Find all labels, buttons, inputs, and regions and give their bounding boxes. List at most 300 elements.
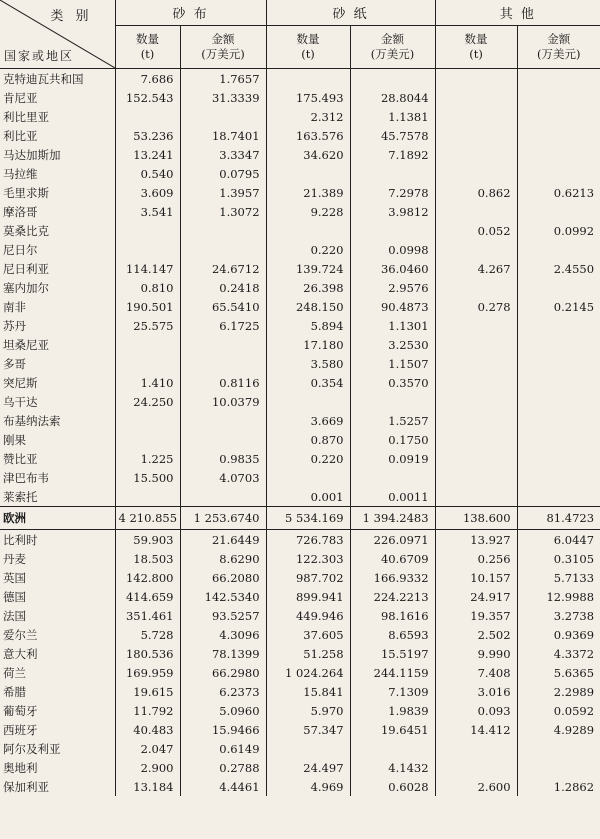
qty-cell: 0.052 bbox=[435, 221, 517, 240]
qty-label: 数量 bbox=[296, 32, 320, 46]
amount-cell bbox=[350, 739, 435, 758]
qty-cell: 138.600 bbox=[435, 507, 517, 530]
qty-cell: 53.236 bbox=[115, 126, 180, 145]
amount-cell: 5.0960 bbox=[180, 701, 266, 720]
col-header-amount bbox=[517, 26, 600, 69]
country-name: 法国 bbox=[3, 608, 26, 623]
amount-cell bbox=[517, 69, 600, 89]
country-name: 马拉维 bbox=[3, 166, 38, 181]
qty-cell: 5.894 bbox=[266, 316, 350, 335]
qty-cell bbox=[266, 69, 350, 89]
country-name: 毛里求斯 bbox=[3, 185, 49, 200]
table-row bbox=[0, 606, 600, 625]
qty-cell: 59.903 bbox=[115, 530, 180, 550]
qty-cell: 5 534.169 bbox=[266, 507, 350, 530]
country-name: 莫桑比克 bbox=[3, 223, 49, 238]
qty-cell: 0.862 bbox=[435, 183, 517, 202]
amount-cell: 0.0795 bbox=[180, 164, 266, 183]
country-name: 爱尔兰 bbox=[3, 627, 38, 642]
amount-cell bbox=[350, 69, 435, 89]
qty-cell bbox=[435, 126, 517, 145]
qty-cell: 5.970 bbox=[266, 701, 350, 720]
qty-cell: 10.157 bbox=[435, 568, 517, 587]
country-name: 塞内加尔 bbox=[3, 280, 49, 295]
amount-cell: 1.9839 bbox=[350, 701, 435, 720]
amount-cell: 0.1750 bbox=[350, 430, 435, 449]
qty-cell: 13.241 bbox=[115, 145, 180, 164]
table-row bbox=[0, 297, 600, 316]
amount-cell: 7.1309 bbox=[350, 682, 435, 701]
qty-cell: 0.810 bbox=[115, 278, 180, 297]
amount-cell: 4.4461 bbox=[180, 777, 266, 796]
table-row bbox=[0, 335, 600, 354]
qty-cell: 0.001 bbox=[266, 487, 350, 507]
table-row bbox=[0, 373, 600, 392]
qty-cell: 449.946 bbox=[266, 606, 350, 625]
qty-cell: 0.256 bbox=[435, 549, 517, 568]
country-name: 南非 bbox=[3, 299, 26, 314]
qty-cell: 1 024.264 bbox=[266, 663, 350, 682]
qty-cell bbox=[115, 240, 180, 259]
qty-cell: 987.702 bbox=[266, 568, 350, 587]
col-header-qty bbox=[115, 26, 180, 69]
amount-cell: 0.9835 bbox=[180, 449, 266, 468]
qty-cell: 57.347 bbox=[266, 720, 350, 739]
qty-cell bbox=[115, 107, 180, 126]
qty-cell: 9.990 bbox=[435, 644, 517, 663]
qty-cell: 7.408 bbox=[435, 663, 517, 682]
country-name: 摩洛哥 bbox=[3, 204, 38, 219]
amount-cell: 31.3339 bbox=[180, 88, 266, 107]
qty-cell: 7.686 bbox=[115, 69, 180, 89]
qty-cell: 51.258 bbox=[266, 644, 350, 663]
amount-cell bbox=[350, 164, 435, 183]
qty-cell: 40.483 bbox=[115, 720, 180, 739]
amount-cell: 21.6449 bbox=[180, 530, 266, 550]
amount-cell: 81.4723 bbox=[517, 507, 600, 530]
table-row bbox=[0, 625, 600, 644]
amount-cell: 24.6712 bbox=[180, 259, 266, 278]
amount-cell bbox=[517, 373, 600, 392]
amount-cell: 66.2080 bbox=[180, 568, 266, 587]
table-row bbox=[0, 411, 600, 430]
qty-cell: 169.959 bbox=[115, 663, 180, 682]
qty-cell bbox=[435, 164, 517, 183]
table-row bbox=[0, 530, 600, 550]
qty-cell: 122.303 bbox=[266, 549, 350, 568]
amount-cell: 4.1432 bbox=[350, 758, 435, 777]
qty-cell: 175.493 bbox=[266, 88, 350, 107]
amount-cell: 224.2213 bbox=[350, 587, 435, 606]
country-name: 比利时 bbox=[3, 532, 38, 547]
qty-cell: 0.093 bbox=[435, 701, 517, 720]
amount-cell: 3.3347 bbox=[180, 145, 266, 164]
amount-cell: 8.6593 bbox=[350, 625, 435, 644]
qty-cell bbox=[435, 69, 517, 89]
qty-cell: 34.620 bbox=[266, 145, 350, 164]
qty-cell: 2.502 bbox=[435, 625, 517, 644]
country-name: 苏丹 bbox=[3, 318, 26, 333]
col-header-qty bbox=[435, 26, 517, 69]
category-label: 类 别 bbox=[50, 9, 93, 24]
qty-cell: 2.047 bbox=[115, 739, 180, 758]
table-row bbox=[0, 145, 600, 164]
table-row bbox=[0, 240, 600, 259]
country-label: 国家或地区 bbox=[4, 49, 75, 63]
col-header-amount bbox=[180, 26, 266, 69]
qty-cell bbox=[266, 739, 350, 758]
table-row bbox=[0, 487, 600, 507]
table-row bbox=[0, 739, 600, 758]
table-row bbox=[0, 758, 600, 777]
qty-unit: (t) bbox=[301, 47, 315, 61]
country-name: 尼日尔 bbox=[3, 242, 38, 257]
qty-cell: 25.575 bbox=[115, 316, 180, 335]
table-row bbox=[0, 316, 600, 335]
qty-cell: 18.503 bbox=[115, 549, 180, 568]
amount-cell bbox=[517, 449, 600, 468]
country-name: 布基纳法索 bbox=[3, 413, 61, 428]
amount-cell: 3.2738 bbox=[517, 606, 600, 625]
amount-cell bbox=[517, 278, 600, 297]
qty-cell: 4 210.855 bbox=[115, 507, 180, 530]
table-row bbox=[0, 392, 600, 411]
amount-cell: 0.3105 bbox=[517, 549, 600, 568]
qty-cell: 899.941 bbox=[266, 587, 350, 606]
country-name: 葡萄牙 bbox=[3, 703, 38, 718]
qty-cell: 0.870 bbox=[266, 430, 350, 449]
qty-cell: 3.669 bbox=[266, 411, 350, 430]
country-name: 丹麦 bbox=[3, 551, 26, 566]
amount-cell: 10.0379 bbox=[180, 392, 266, 411]
qty-label: 数量 bbox=[464, 32, 488, 46]
amount-cell: 1.3957 bbox=[180, 183, 266, 202]
corner-header-cell bbox=[0, 0, 115, 69]
qty-cell: 414.659 bbox=[115, 587, 180, 606]
table-row bbox=[0, 568, 600, 587]
amount-cell: 5.6365 bbox=[517, 663, 600, 682]
table-row bbox=[0, 449, 600, 468]
table-row bbox=[0, 183, 600, 202]
amount-cell: 8.6290 bbox=[180, 549, 266, 568]
qty-cell bbox=[435, 430, 517, 449]
qty-cell bbox=[266, 392, 350, 411]
country-name: 利比里亚 bbox=[3, 109, 49, 124]
amount-cell bbox=[180, 411, 266, 430]
amount-cell bbox=[180, 487, 266, 507]
amount-cell: 1 394.2483 bbox=[350, 507, 435, 530]
table-row bbox=[0, 278, 600, 297]
qty-cell bbox=[115, 354, 180, 373]
amount-cell: 90.4873 bbox=[350, 297, 435, 316]
amount-cell: 7.2978 bbox=[350, 183, 435, 202]
country-name: 意大利 bbox=[3, 646, 38, 661]
amount-cell: 4.3096 bbox=[180, 625, 266, 644]
qty-cell: 3.580 bbox=[266, 354, 350, 373]
amount-cell: 1.1301 bbox=[350, 316, 435, 335]
amount-cell: 0.0592 bbox=[517, 701, 600, 720]
qty-cell: 17.180 bbox=[266, 335, 350, 354]
section-row bbox=[0, 507, 600, 530]
qty-cell bbox=[435, 335, 517, 354]
amount-cell: 6.0447 bbox=[517, 530, 600, 550]
qty-cell bbox=[435, 354, 517, 373]
amount-cell: 2.2989 bbox=[517, 682, 600, 701]
qty-cell bbox=[435, 739, 517, 758]
amount-cell bbox=[350, 221, 435, 240]
amount-unit: (万美元) bbox=[537, 47, 581, 61]
table-row bbox=[0, 107, 600, 126]
amount-cell: 4.0703 bbox=[180, 468, 266, 487]
qty-cell bbox=[435, 240, 517, 259]
amount-cell bbox=[517, 411, 600, 430]
amount-cell bbox=[517, 739, 600, 758]
qty-cell: 4.267 bbox=[435, 259, 517, 278]
amount-label: 金额 bbox=[211, 32, 235, 46]
qty-cell: 163.576 bbox=[266, 126, 350, 145]
qty-cell: 190.501 bbox=[115, 297, 180, 316]
table-row bbox=[0, 430, 600, 449]
country-name: 刚果 bbox=[3, 432, 26, 447]
country-name: 莱索托 bbox=[3, 489, 38, 504]
amount-cell bbox=[180, 240, 266, 259]
amount-cell bbox=[180, 354, 266, 373]
qty-cell: 11.792 bbox=[115, 701, 180, 720]
qty-cell: 2.600 bbox=[435, 777, 517, 796]
amount-cell bbox=[517, 202, 600, 221]
amount-cell bbox=[517, 487, 600, 507]
qty-cell bbox=[115, 430, 180, 449]
qty-cell: 1.225 bbox=[115, 449, 180, 468]
qty-cell: 3.016 bbox=[435, 682, 517, 701]
amount-cell: 2.9576 bbox=[350, 278, 435, 297]
amount-cell bbox=[350, 468, 435, 487]
qty-cell: 2.900 bbox=[115, 758, 180, 777]
qty-cell: 0.354 bbox=[266, 373, 350, 392]
amount-cell: 7.1892 bbox=[350, 145, 435, 164]
country-name: 利比亚 bbox=[3, 128, 38, 143]
country-name: 尼日利亚 bbox=[3, 261, 49, 276]
amount-cell bbox=[517, 354, 600, 373]
country-name: 西班牙 bbox=[3, 722, 38, 737]
table-row bbox=[0, 69, 600, 89]
qty-cell: 37.605 bbox=[266, 625, 350, 644]
table-row bbox=[0, 259, 600, 278]
qty-cell: 14.412 bbox=[435, 720, 517, 739]
amount-cell bbox=[517, 316, 600, 335]
amount-cell: 166.9332 bbox=[350, 568, 435, 587]
qty-cell: 726.783 bbox=[266, 530, 350, 550]
table-row bbox=[0, 164, 600, 183]
country-name: 马达加斯加 bbox=[3, 147, 61, 162]
qty-cell: 0.220 bbox=[266, 449, 350, 468]
group-header-sand-cloth: 砂 布 bbox=[115, 0, 266, 26]
country-name: 多哥 bbox=[3, 356, 26, 371]
amount-cell: 45.7578 bbox=[350, 126, 435, 145]
qty-cell bbox=[435, 392, 517, 411]
country-name: 阿尔及利亚 bbox=[3, 741, 61, 756]
table-row bbox=[0, 701, 600, 720]
amount-cell: 28.8044 bbox=[350, 88, 435, 107]
amount-cell: 19.6451 bbox=[350, 720, 435, 739]
table-row bbox=[0, 682, 600, 701]
amount-cell bbox=[517, 164, 600, 183]
amount-cell bbox=[517, 392, 600, 411]
amount-cell bbox=[350, 392, 435, 411]
qty-cell: 1.410 bbox=[115, 373, 180, 392]
qty-cell bbox=[435, 316, 517, 335]
qty-cell: 0.220 bbox=[266, 240, 350, 259]
qty-cell: 19.357 bbox=[435, 606, 517, 625]
amount-cell: 226.0971 bbox=[350, 530, 435, 550]
qty-unit: (t) bbox=[469, 47, 483, 61]
qty-cell bbox=[435, 449, 517, 468]
qty-cell bbox=[435, 468, 517, 487]
amount-cell: 1.1507 bbox=[350, 354, 435, 373]
qty-cell: 248.150 bbox=[266, 297, 350, 316]
qty-cell bbox=[435, 107, 517, 126]
amount-cell: 244.1159 bbox=[350, 663, 435, 682]
amount-label: 金额 bbox=[547, 32, 571, 46]
group-header-sand-paper: 砂 纸 bbox=[266, 0, 435, 26]
qty-cell: 15.841 bbox=[266, 682, 350, 701]
amount-cell bbox=[517, 335, 600, 354]
amount-cell: 1.5257 bbox=[350, 411, 435, 430]
country-name: 乌干达 bbox=[3, 394, 38, 409]
qty-cell: 24.497 bbox=[266, 758, 350, 777]
amount-cell: 142.5340 bbox=[180, 587, 266, 606]
qty-cell: 19.615 bbox=[115, 682, 180, 701]
amount-cell: 0.8116 bbox=[180, 373, 266, 392]
qty-cell bbox=[435, 88, 517, 107]
amount-cell bbox=[517, 430, 600, 449]
qty-cell bbox=[266, 468, 350, 487]
amount-cell: 1.2862 bbox=[517, 777, 600, 796]
qty-cell bbox=[435, 145, 517, 164]
qty-cell bbox=[435, 487, 517, 507]
amount-cell: 0.3570 bbox=[350, 373, 435, 392]
amount-cell: 0.0998 bbox=[350, 240, 435, 259]
table-body bbox=[0, 69, 600, 797]
table-header bbox=[0, 0, 600, 69]
amount-cell bbox=[180, 107, 266, 126]
country-name: 肯尼亚 bbox=[3, 90, 38, 105]
amount-cell: 4.3372 bbox=[517, 644, 600, 663]
amount-label: 金额 bbox=[381, 32, 405, 46]
qty-cell: 9.228 bbox=[266, 202, 350, 221]
qty-cell bbox=[435, 202, 517, 221]
amount-cell bbox=[517, 126, 600, 145]
table-row bbox=[0, 468, 600, 487]
table-row bbox=[0, 354, 600, 373]
table-row bbox=[0, 777, 600, 796]
qty-cell: 4.969 bbox=[266, 777, 350, 796]
amount-cell: 1.1381 bbox=[350, 107, 435, 126]
amount-cell: 5.7133 bbox=[517, 568, 600, 587]
amount-cell: 3.9812 bbox=[350, 202, 435, 221]
table-row bbox=[0, 644, 600, 663]
amount-cell: 0.6149 bbox=[180, 739, 266, 758]
country-name: 奥地利 bbox=[3, 760, 38, 775]
amount-cell: 66.2980 bbox=[180, 663, 266, 682]
amount-cell: 6.2373 bbox=[180, 682, 266, 701]
qty-cell bbox=[266, 221, 350, 240]
table-row bbox=[0, 720, 600, 739]
amount-cell: 12.9988 bbox=[517, 587, 600, 606]
qty-cell bbox=[435, 278, 517, 297]
amount-cell: 15.9466 bbox=[180, 720, 266, 739]
country-name: 德国 bbox=[3, 589, 26, 604]
qty-cell bbox=[115, 221, 180, 240]
amount-cell bbox=[517, 468, 600, 487]
group-header-other: 其 他 bbox=[435, 0, 600, 26]
amount-cell: 0.0011 bbox=[350, 487, 435, 507]
region-name: 欧洲 bbox=[0, 507, 115, 530]
qty-cell: 24.250 bbox=[115, 392, 180, 411]
qty-cell: 351.461 bbox=[115, 606, 180, 625]
amount-cell: 0.0992 bbox=[517, 221, 600, 240]
table-row bbox=[0, 587, 600, 606]
table-row bbox=[0, 221, 600, 240]
qty-cell: 152.543 bbox=[115, 88, 180, 107]
amount-cell: 0.2145 bbox=[517, 297, 600, 316]
country-name: 荷兰 bbox=[3, 665, 26, 680]
amount-cell bbox=[180, 221, 266, 240]
amount-cell: 4.9289 bbox=[517, 720, 600, 739]
qty-cell: 139.724 bbox=[266, 259, 350, 278]
qty-cell bbox=[435, 373, 517, 392]
qty-label: 数量 bbox=[136, 32, 159, 46]
qty-cell: 0.540 bbox=[115, 164, 180, 183]
amount-cell: 40.6709 bbox=[350, 549, 435, 568]
table-row bbox=[0, 202, 600, 221]
amount-cell: 0.2788 bbox=[180, 758, 266, 777]
amount-cell: 18.7401 bbox=[180, 126, 266, 145]
qty-cell bbox=[435, 758, 517, 777]
amount-cell: 78.1399 bbox=[180, 644, 266, 663]
qty-cell bbox=[115, 335, 180, 354]
table-row bbox=[0, 126, 600, 145]
amount-cell: 0.0919 bbox=[350, 449, 435, 468]
qty-cell: 21.389 bbox=[266, 183, 350, 202]
amount-unit: (万美元) bbox=[370, 47, 415, 61]
qty-cell: 114.147 bbox=[115, 259, 180, 278]
amount-cell: 36.0460 bbox=[350, 259, 435, 278]
country-name: 坦桑尼亚 bbox=[3, 337, 49, 352]
amount-cell: 93.5257 bbox=[180, 606, 266, 625]
amount-cell: 15.5197 bbox=[350, 644, 435, 663]
amount-cell bbox=[517, 145, 600, 164]
country-name: 克特迪瓦共和国 bbox=[3, 71, 84, 86]
amount-cell: 2.4550 bbox=[517, 259, 600, 278]
amount-cell: 3.2530 bbox=[350, 335, 435, 354]
qty-cell bbox=[115, 487, 180, 507]
amount-cell: 65.5410 bbox=[180, 297, 266, 316]
amount-cell: 98.1616 bbox=[350, 606, 435, 625]
qty-cell: 13.184 bbox=[115, 777, 180, 796]
amount-cell: 0.6213 bbox=[517, 183, 600, 202]
amount-cell: 1.3072 bbox=[180, 202, 266, 221]
amount-cell bbox=[517, 240, 600, 259]
amount-cell: 1.7657 bbox=[180, 69, 266, 89]
qty-cell: 3.609 bbox=[115, 183, 180, 202]
qty-cell: 142.800 bbox=[115, 568, 180, 587]
amount-cell bbox=[517, 107, 600, 126]
qty-cell: 3.541 bbox=[115, 202, 180, 221]
qty-cell bbox=[266, 164, 350, 183]
qty-cell: 180.536 bbox=[115, 644, 180, 663]
qty-cell: 0.278 bbox=[435, 297, 517, 316]
